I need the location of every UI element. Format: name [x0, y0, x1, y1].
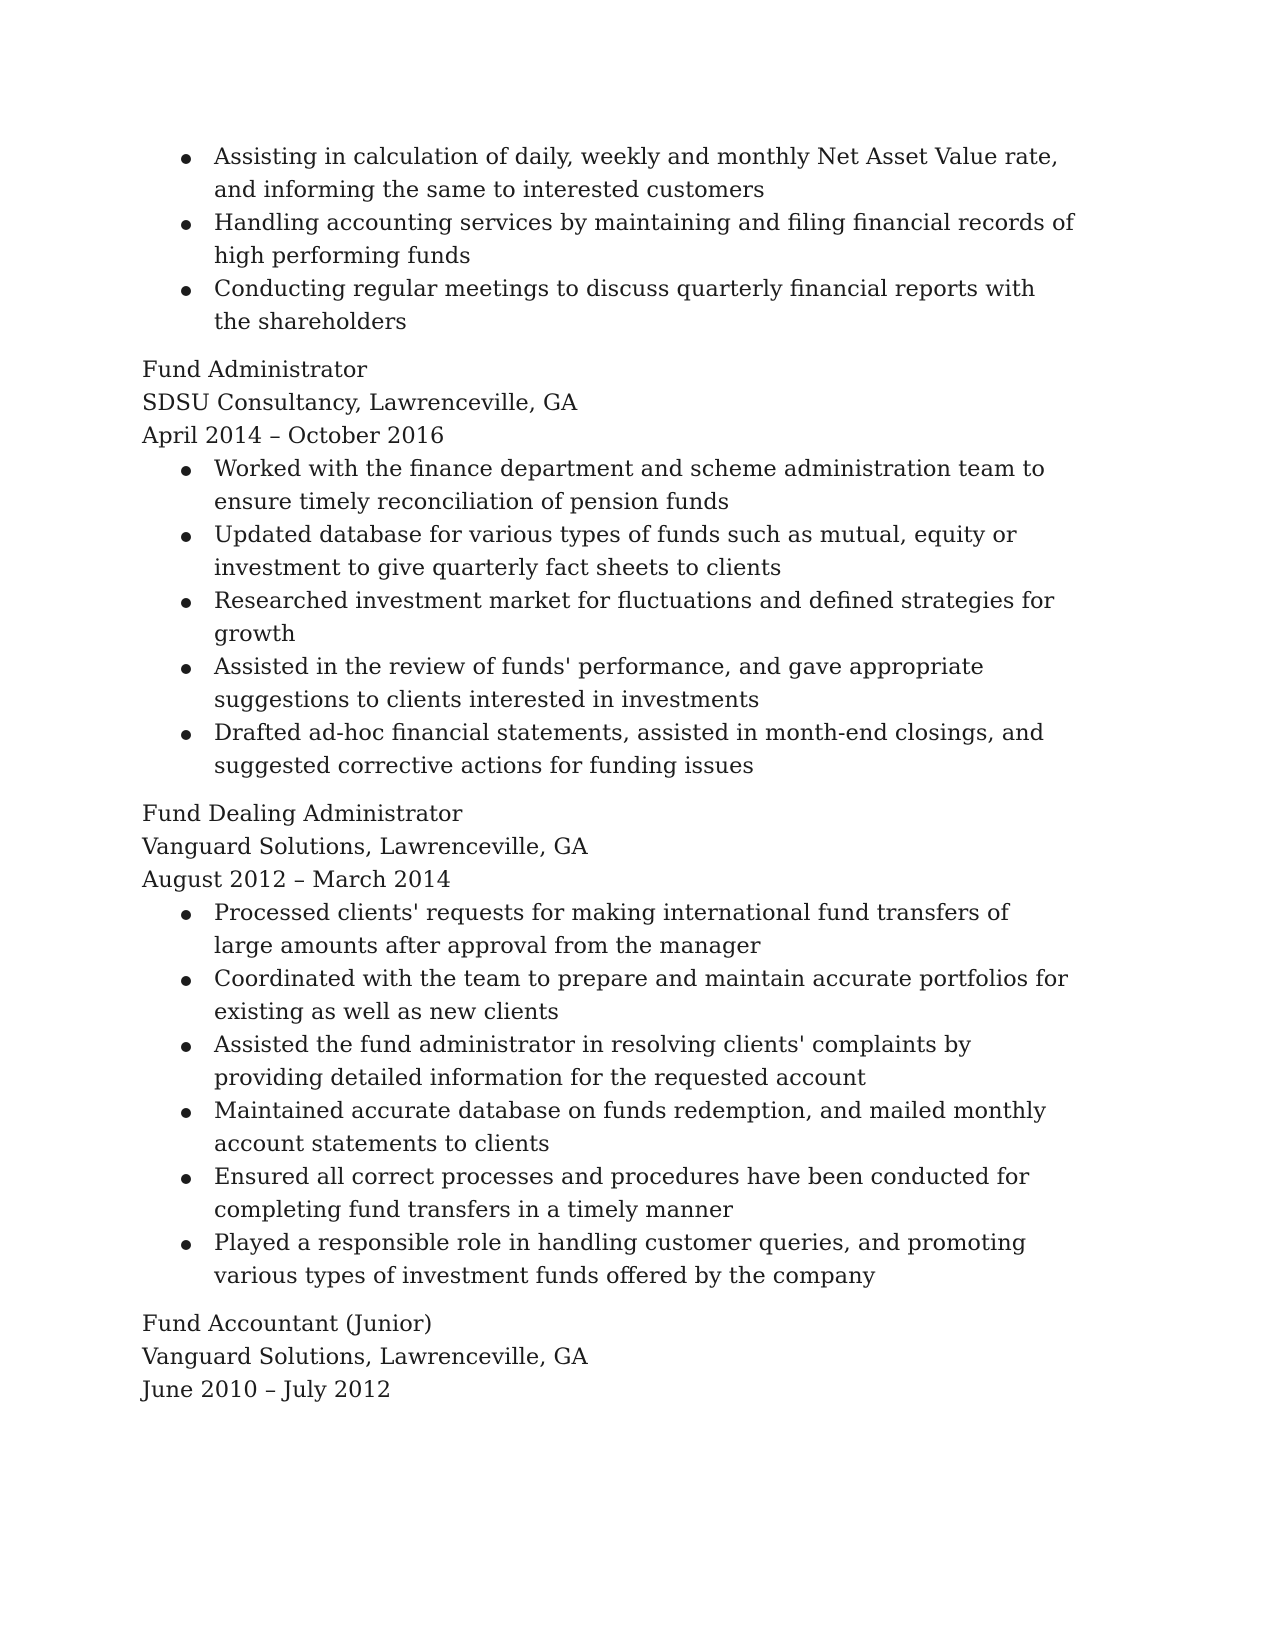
bullet-icon: [181, 910, 191, 920]
list-item: [142, 717, 1074, 783]
job-title: Fund Accountant (Junior): [142, 1311, 433, 1337]
bullet-text: Conducting regular meetings to discuss quarterly financial reports with the shareholders: [214, 276, 1036, 335]
job-fund-accountant-junior: [142, 1308, 1102, 1407]
job-company: Vanguard Solutions, Lawrenceville, GA: [142, 834, 588, 860]
list-item: [142, 1161, 1074, 1227]
job-dates: April 2014 – October 2016: [142, 423, 445, 449]
bullet-text: Maintained accurate database on funds redemption, and mailed monthly account statements to clients: [214, 1098, 1047, 1157]
bullet-text: Assisted in the review of funds' performance, and gave appropriate suggestions to clients interested in investments: [214, 654, 984, 713]
list-item: [142, 207, 1074, 273]
bullet-icon: [181, 1174, 191, 1184]
list-item: [142, 963, 1074, 1029]
bullet-text: Researched investment market for fluctuations and defined strategies for growth: [214, 588, 1055, 647]
bullet-icon: [181, 466, 191, 476]
bullet-text: Worked with the finance department and scheme administration team to ensure timely reconciliation of pension funds: [214, 456, 1045, 515]
bullet-icon: [181, 1240, 191, 1250]
bullet-icon: [181, 154, 191, 164]
bullet-text: Handling accounting services by maintaining and filing financial records of high performing funds: [214, 210, 1074, 269]
job-bullet-list: [142, 453, 1102, 783]
bullet-icon: [181, 976, 191, 986]
resume-content: [142, 141, 1102, 1407]
job-fund-dealing-administrator: [142, 798, 1102, 1293]
job-dates: August 2012 – March 2014: [142, 867, 451, 893]
job-company: SDSU Consultancy, Lawrenceville, GA: [142, 390, 578, 416]
list-item: [142, 519, 1074, 585]
list-item: [142, 585, 1074, 651]
job-dates: June 2010 – July 2012: [142, 1377, 392, 1403]
intro-bullet-list: [142, 141, 1102, 339]
bullet-icon: [181, 664, 191, 674]
job-company: Vanguard Solutions, Lawrenceville, GA: [142, 1344, 588, 1370]
bullet-text: Ensured all correct processes and procedures have been conducted for completing fund transfers in a timely manner: [214, 1164, 1030, 1223]
job-fund-administrator: [142, 354, 1102, 783]
bullet-text: Updated database for various types of funds such as mutual, equity or investment to give quarterly fact sheets to clients: [214, 522, 1017, 581]
job-title: Fund Dealing Administrator: [142, 801, 463, 827]
bullet-text: Assisting in calculation of daily, weekly and monthly Net Asset Value rate, and informing the same to interested customers: [214, 144, 1059, 203]
bullet-icon: [181, 730, 191, 740]
bullet-icon: [181, 1108, 191, 1118]
bullet-icon: [181, 220, 191, 230]
list-item: [142, 453, 1074, 519]
bullet-text: Coordinated with the team to prepare and maintain accurate portfolios for existing as well as new clients: [214, 966, 1069, 1025]
bullet-icon: [181, 532, 191, 542]
bullet-text: Drafted ad-hoc financial statements, assisted in month-end closings, and suggested corrective actions for funding issues: [214, 720, 1045, 779]
list-item: [142, 141, 1074, 207]
list-item: [142, 897, 1074, 963]
bullet-icon: [181, 1042, 191, 1052]
list-item: [142, 651, 1074, 717]
job-title: Fund Administrator: [142, 357, 368, 383]
bullet-text: Assisted the fund administrator in resolving clients' complaints by providing detailed information for the requested account: [214, 1032, 972, 1091]
bullet-text: Played a responsible role in handling customer queries, and promoting various types of investment funds offered by the company: [214, 1230, 1027, 1289]
list-item: [142, 1227, 1074, 1293]
list-item: [142, 273, 1074, 339]
list-item: [142, 1029, 1074, 1095]
list-item: [142, 1095, 1074, 1161]
bullet-icon: [181, 286, 191, 296]
bullet-text: Processed clients' requests for making international fund transfers of large amounts after approval from the manager: [214, 900, 1009, 959]
bullet-icon: [181, 598, 191, 608]
job-bullet-list: [142, 897, 1102, 1293]
